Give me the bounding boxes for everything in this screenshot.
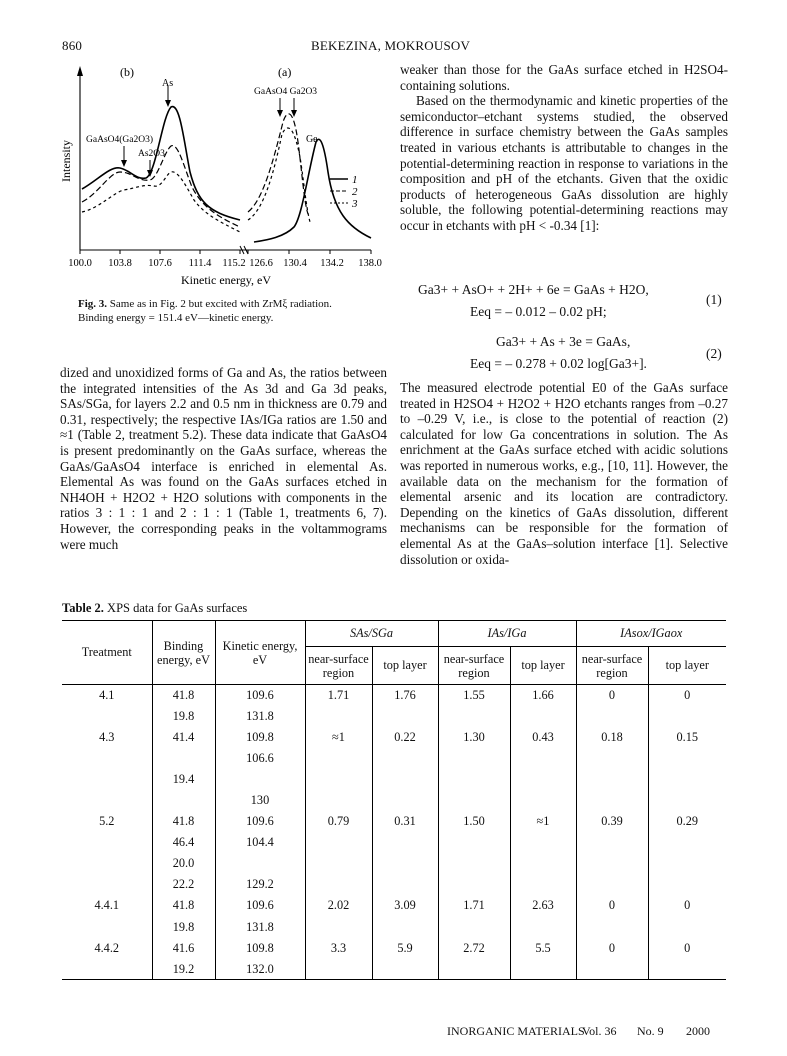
as-label: As: [162, 78, 174, 89]
paragraph: The measured electrode potential E0 of the GaAs surface treated in H2SO4 + H2O2 + H2O etchants ranges from –0.27 to –0.29 V, i.e., is close to the potential of reaction (2) calculated for low Ga concentrations in solution. The As enrichment at the GaAs surface etched with acidic solutions was reported in numerous works, e.g., [10, 11]. However, the available data on the mechanism for the formation of elemental arsenic and its location are contradictory. Depending on the kinetics of GaAs dissolution, different mechanisms can be responsible for the formation of elemental As at the GaAs–solution interface [1]. Selective dissolution or oxida-: [400, 380, 728, 567]
equation-number: (2): [706, 346, 722, 361]
table-row: [62, 832, 726, 853]
table-cell: [305, 748, 372, 769]
table-cell: [372, 832, 438, 853]
legend-3: 3: [352, 198, 358, 210]
table-cell: [305, 874, 372, 895]
equation-2b: Eeq = – 0.278 + 0.02 log[Ga3+].: [470, 356, 647, 371]
table-cell: [215, 853, 305, 874]
table-cell: 3.09: [372, 895, 438, 916]
table-cell: [648, 853, 726, 874]
table-cell: 0: [648, 938, 726, 959]
table-cell: [372, 748, 438, 769]
table-cell: 1.30: [438, 727, 510, 748]
table-cell: 19.8: [152, 706, 215, 727]
table-cell: [648, 748, 726, 769]
x-tick: 100.0: [68, 258, 92, 269]
table-cell: 0.15: [648, 727, 726, 748]
caption-text-2: Binding energy = 151.4 eV—kinetic energy.: [78, 312, 274, 324]
table-cell: 41.8: [152, 895, 215, 916]
table-cell: [510, 959, 576, 980]
table-cell: 19.2: [152, 959, 215, 980]
right-column-2: [400, 380, 728, 567]
table-cell: 109.8: [215, 938, 305, 959]
table-cell: [152, 790, 215, 811]
xps-figure: [58, 62, 398, 290]
table-cell: [305, 832, 372, 853]
table-cell: [576, 917, 648, 938]
legend-2: 2: [352, 186, 358, 198]
table-cell: [372, 874, 438, 895]
table-cell: [372, 706, 438, 727]
table-cell: 106.6: [215, 748, 305, 769]
table-cell: [305, 706, 372, 727]
x-tick: 126.6: [249, 258, 273, 269]
paragraph: Based on the thermodynamic and kinetic properties of the semiconductor–etchant systems studied, the observed difference in surface chemistry between the GaAs samples treated in various etchants is attributable to changes in the potential-determining reaction in response to variations in the composition and pH of the etchants. Given that the oxidic products of heterogeneous GaAs dissolution are highly soluble, the following potential-determining reactions may occur in etchants with pH < -0.34 [1]:: [400, 93, 728, 233]
legend-1: 1: [352, 174, 358, 186]
table-cell: [62, 790, 152, 811]
table-cell: 19.8: [152, 917, 215, 938]
table-cell: [62, 959, 152, 980]
table-cell: 109.8: [215, 727, 305, 748]
right-column: [400, 62, 728, 234]
x-tick: 107.6: [148, 258, 172, 269]
footer-year: 2000: [686, 1024, 710, 1038]
table-cell: [438, 917, 510, 938]
table-row: [62, 874, 726, 895]
equation-1b: Eeq = – 0.012 – 0.02 pH;: [470, 304, 607, 319]
running-head: BEKEZINA, MOKROUSOV: [311, 38, 471, 53]
table-cell: [510, 874, 576, 895]
table-cell: 5.9: [372, 938, 438, 959]
table-cell: [372, 790, 438, 811]
footer-volume: Vol. 36: [582, 1024, 617, 1038]
table-cell: [372, 769, 438, 790]
panel-a-label: (a): [278, 65, 292, 79]
table-cell: [648, 706, 726, 727]
table-cell: [438, 874, 510, 895]
table-cell: [438, 706, 510, 727]
table-cell: [305, 769, 372, 790]
x-tick: 103.8: [108, 258, 132, 269]
table-cell: [438, 790, 510, 811]
table-cell: [510, 706, 576, 727]
equation-1a: Ga3+ + AsO+ + 2H+ + 6e = GaAs + H2O,: [418, 282, 649, 297]
table-cell: 4.4.2: [94, 940, 120, 955]
table-row: [62, 790, 726, 811]
table-cell: 1.76: [372, 685, 438, 706]
table-cell: [372, 853, 438, 874]
header-i-ratio: IAs/IGa: [438, 621, 576, 647]
table-cell: 0.29: [648, 811, 726, 832]
table-cell: [438, 832, 510, 853]
table-cell: 22.2: [152, 874, 215, 895]
table-cell: 104.4: [215, 832, 305, 853]
x-tick: 115.2: [222, 258, 246, 269]
header-near: near-surface region: [305, 647, 372, 685]
table-cell: 130: [215, 790, 305, 811]
table-cell: 2.02: [305, 895, 372, 916]
table-cell: [576, 832, 648, 853]
table-row: [62, 769, 726, 790]
table-cell: [438, 769, 510, 790]
header-s-ratio: SAs/SGa: [305, 621, 438, 647]
table-cell: [62, 748, 152, 769]
as2o3-label: As2O3: [138, 149, 165, 159]
table-cell: [372, 959, 438, 980]
table-cell: [62, 832, 152, 853]
table-row: [62, 853, 726, 874]
table-cell: 19.4: [152, 769, 215, 790]
page-number: 860: [62, 38, 83, 53]
table-title: [62, 601, 247, 616]
table-cell: [510, 769, 576, 790]
table-cell: 4.4.1: [94, 898, 120, 913]
table-cell: [648, 917, 726, 938]
left-column: [60, 365, 387, 552]
x-tick: 138.0: [358, 258, 382, 269]
table-cell: [152, 748, 215, 769]
table-cell: 41.6: [152, 938, 215, 959]
gaaso4-label-a: GaAsO4 Ga2O3: [254, 87, 318, 97]
header-treatment: Treatment: [62, 621, 152, 685]
table-cell: [576, 853, 648, 874]
table-cell: [576, 748, 648, 769]
table-cell: [648, 959, 726, 980]
table-cell: 1.71: [305, 685, 372, 706]
table-cell: [62, 853, 152, 874]
table-cell: [648, 874, 726, 895]
table-label: Table 2.: [62, 601, 104, 615]
table-cell: ≈1: [305, 727, 372, 748]
table-cell: [576, 874, 648, 895]
table-cell: 3.3: [305, 938, 372, 959]
ga-label: Ga: [306, 134, 318, 145]
table-body: [62, 685, 726, 980]
x-tick: 111.4: [188, 258, 212, 269]
table-cell: [576, 959, 648, 980]
table-caption: XPS data for GaAs surfaces: [107, 601, 248, 615]
table-cell: 5.2: [99, 814, 115, 829]
figure-caption: [78, 297, 398, 325]
table-cell: [648, 790, 726, 811]
table-cell: [510, 790, 576, 811]
table-cell: 1.50: [438, 811, 510, 832]
table-cell: 131.8: [215, 917, 305, 938]
x-tick: 130.4: [283, 258, 307, 269]
table-cell: 0.22: [372, 727, 438, 748]
table-row: [62, 685, 726, 706]
header-top: top layer: [372, 647, 438, 685]
table-row: [62, 811, 726, 832]
table-row: [62, 727, 726, 748]
paragraph: dized and unoxidized forms of Ga and As, the ratios between the integrated intensities of the As 3d and Ga 3d peaks, SAs/SGa, for layers 2.2 and 0.5 nm in thickness are 0.79 and 0.31, respectively; the respective IAs/IGa ratios are 1.50 and ≈1 (Table 2, treatment 5.2). These data indicate that GaAsO4 is present predominantly on the GaAs surface, whereas the GaAs/GaAsO4 interface is enriched in elemental As. Elemental As was found on the GaAs surfaces etched in NH4OH + H2O2 + H2O solutions with components in the ratios 3 : 1 : 1 and 2 : 1 : 1 (Table 1, treatments 6, 7). However, the corresponding peaks in the voltammograms were much: [60, 365, 387, 552]
table-cell: 0.31: [372, 811, 438, 832]
table-cell: 4.3: [99, 729, 115, 744]
table-cell: [438, 959, 510, 980]
table-cell: [438, 748, 510, 769]
footer-journal: INORGANIC MATERIALS: [447, 1024, 585, 1038]
table-cell: 131.8: [215, 706, 305, 727]
table-row: [62, 748, 726, 769]
table-cell: [305, 853, 372, 874]
table-cell: 41.8: [152, 685, 215, 706]
xps-table: [62, 620, 726, 980]
table-cell: [62, 769, 152, 790]
header-top: top layer: [648, 647, 726, 685]
table-cell: [372, 917, 438, 938]
table-row: [62, 895, 726, 916]
table-cell: [576, 706, 648, 727]
table-cell: [510, 917, 576, 938]
header-near: near-surface region: [576, 647, 648, 685]
header-binding: Binding energy, eV: [152, 621, 215, 685]
table-cell: 1.66: [510, 685, 576, 706]
header-iox-ratio: IAsox/IGaox: [576, 621, 726, 647]
table-cell: 1.55: [438, 685, 510, 706]
table-cell: 0: [648, 895, 726, 916]
table-cell: [576, 790, 648, 811]
table-cell: 109.6: [215, 685, 305, 706]
table-cell: 20.0: [152, 853, 215, 874]
equation-2a: Ga3+ + As + 3e = GaAs,: [496, 334, 631, 349]
table-cell: [510, 853, 576, 874]
table-cell: 41.4: [152, 727, 215, 748]
table-cell: [648, 769, 726, 790]
y-axis-label: Intensity: [59, 140, 73, 182]
gaaso4-label-b: GaAsO4(Ga2O3): [86, 135, 154, 145]
table-cell: 0.39: [576, 811, 648, 832]
table-cell: [648, 832, 726, 853]
table-row: [62, 706, 726, 727]
table-row: [62, 938, 726, 959]
table-cell: 0.18: [576, 727, 648, 748]
table-cell: 5.5: [510, 938, 576, 959]
table-cell: [62, 706, 152, 727]
table-cell: 0.79: [305, 811, 372, 832]
table-cell: 2.63: [510, 895, 576, 916]
table-cell: 0: [648, 685, 726, 706]
table-cell: 132.0: [215, 959, 305, 980]
header-kinetic: Kinetic energy, eV: [215, 621, 305, 685]
table-cell: [305, 790, 372, 811]
table-cell: [510, 748, 576, 769]
table-cell: 2.72: [438, 938, 510, 959]
table-cell: [305, 917, 372, 938]
table-cell: 0: [576, 685, 648, 706]
table-cell: [215, 769, 305, 790]
table-row: [62, 917, 726, 938]
table-cell: 0: [576, 938, 648, 959]
table-cell: [62, 874, 152, 895]
header-top: top layer: [510, 647, 576, 685]
table-cell: [576, 769, 648, 790]
table-cell: [438, 853, 510, 874]
table-cell: 0: [576, 895, 648, 916]
table-cell: 109.6: [215, 895, 305, 916]
table-cell: [62, 917, 152, 938]
table-cell: 46.4: [152, 832, 215, 853]
table-cell: 1.71: [438, 895, 510, 916]
x-tick: 134.2: [320, 258, 344, 269]
equation-number: (1): [706, 292, 722, 307]
header-near: near-surface region: [438, 647, 510, 685]
x-axis-label: Kinetic energy, eV: [181, 273, 271, 287]
table-cell: 4.1: [99, 687, 115, 702]
table-cell: [510, 832, 576, 853]
table-cell: 0.43: [510, 727, 576, 748]
table-row: [62, 959, 726, 980]
caption-text-1: Same as in Fig. 2 but excited with ZrMξ radiation.: [109, 298, 332, 310]
footer-issue: No. 9: [637, 1024, 664, 1038]
caption-label: Fig. 3.: [78, 298, 108, 310]
panel-b-label: (b): [120, 65, 134, 79]
table-cell: 129.2: [215, 874, 305, 895]
table-cell: 109.6: [215, 811, 305, 832]
table-cell: 41.8: [152, 811, 215, 832]
paragraph: weaker than those for the GaAs surface etched in H2SO4-containing solutions.: [400, 62, 728, 93]
table-cell: ≈1: [510, 811, 576, 832]
table-cell: [305, 959, 372, 980]
